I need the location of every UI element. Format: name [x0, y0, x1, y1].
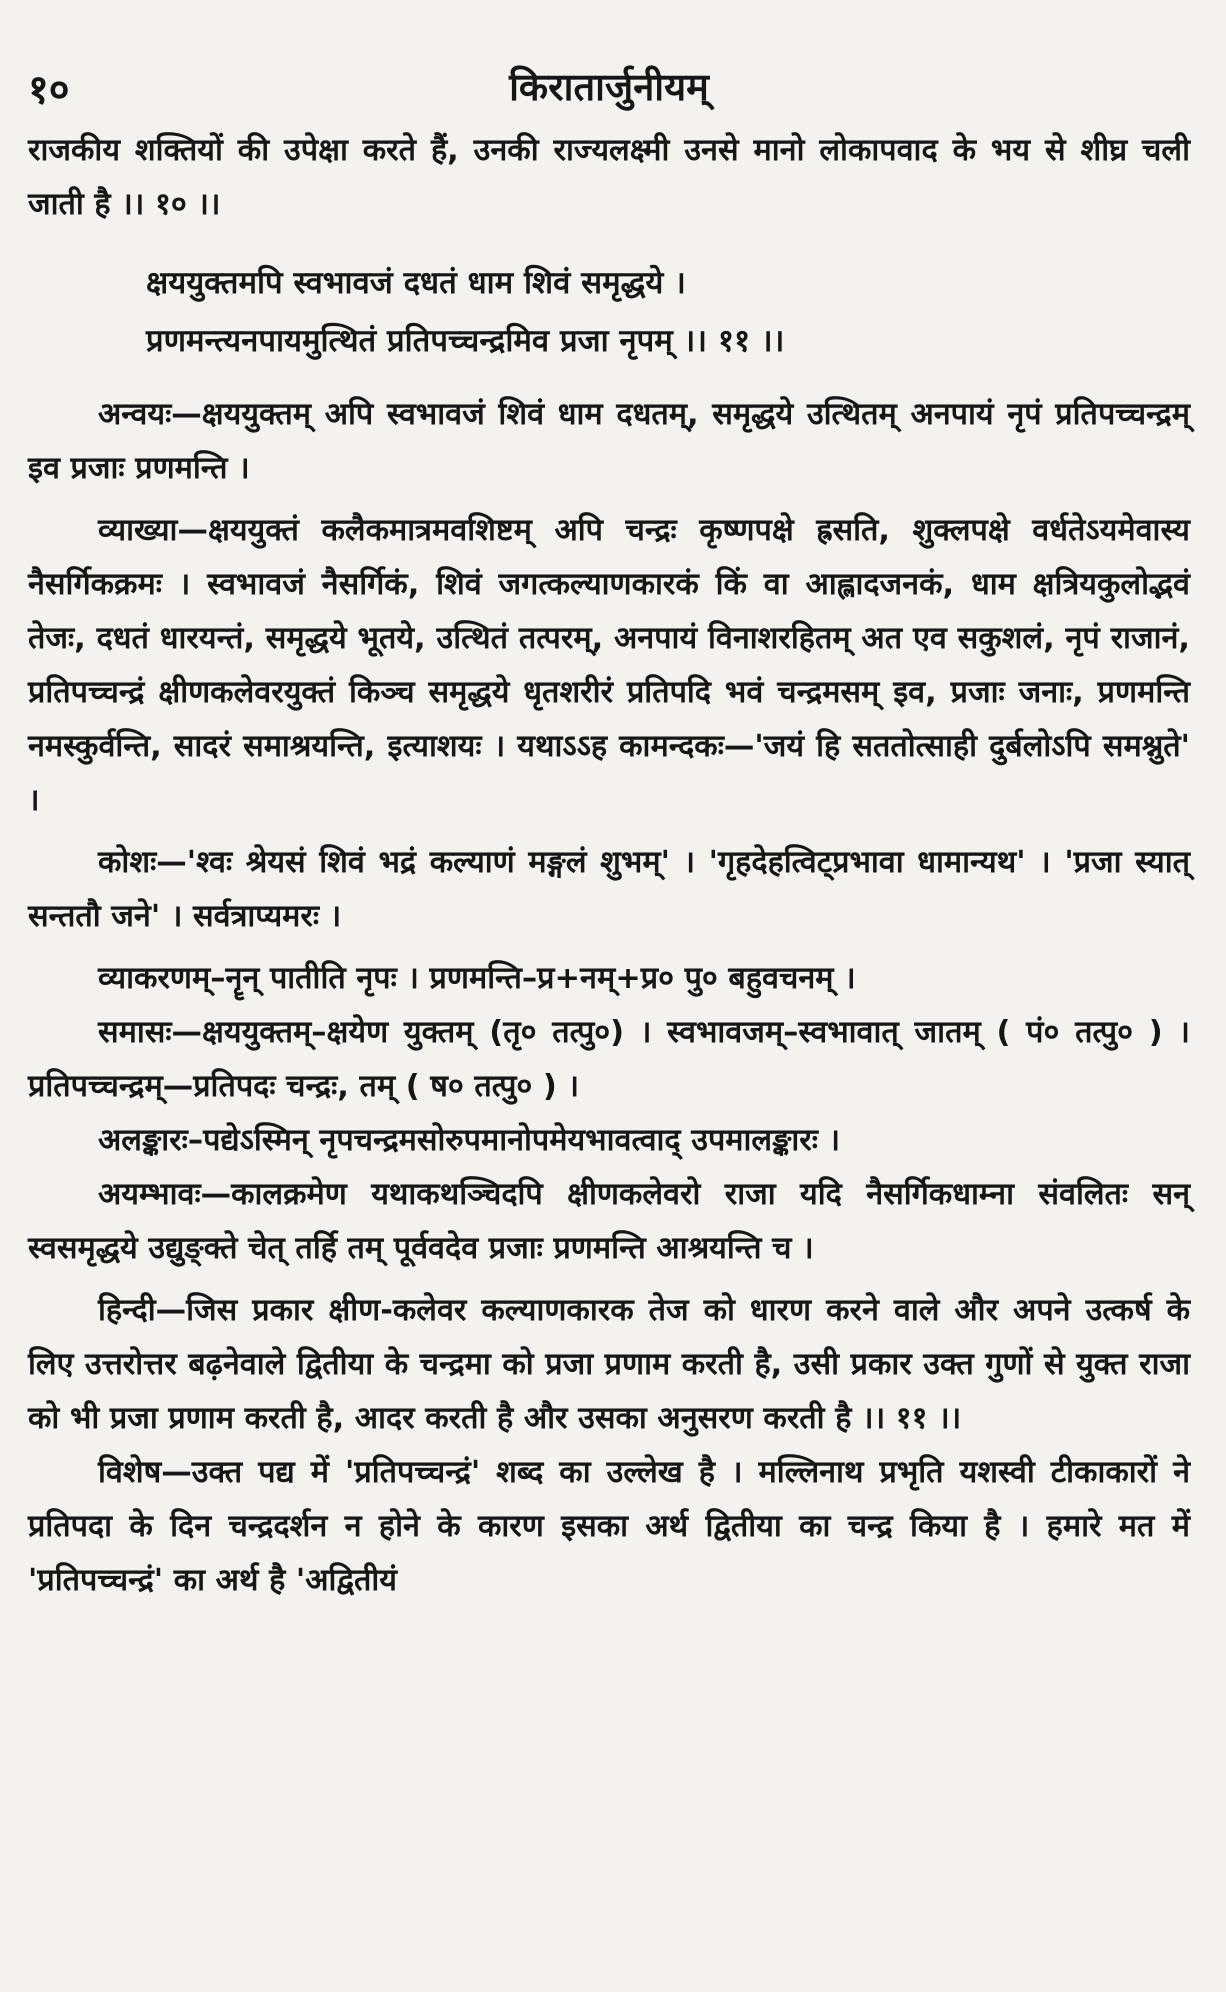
anvaya-label: अन्वयः	[98, 397, 172, 432]
kosha-label: कोशः	[98, 845, 157, 880]
kosha-text: —'श्वः श्रेयसं शिवं भद्रं कल्याणं मङ्गलं शुभम्' । 'गृहदेहत्विट्प्रभावा धामान्यथ' । 'प्रजा स्यात् सन्ततौ जने' । सर्वत्राप्यमरः ।	[28, 845, 1190, 934]
vishesh-text: —उक्त पद्य में 'प्रतिपच्चन्द्रं' शब्द का उल्लेख है । मल्लिनाथ प्रभृति यशस्वी टीकाकारों ने प्रतिपदा के दिन चन्द्रदर्शन न होने के कारण इसका अर्थ द्वितीया का चन्द्र किया है । हमारे मत में 'प्रतिपच्चन्द्रं' का अर्थ है 'अद्वितीयं	[28, 1455, 1190, 1598]
verse-line-2: प्रणमन्त्यनपायमुत्थितं प्रतिपच्चन्द्रमिव प्रजा नृपम् ।। ११ ।।	[146, 323, 785, 359]
vyakhya-section	[28, 504, 1190, 828]
alankara-section	[28, 1114, 1190, 1168]
vyakaranam-section	[28, 952, 1190, 1006]
hindi-section	[28, 1284, 1190, 1446]
intro-paragraph: राजकीय शक्तियों की उपेक्षा करते हैं, उनकी राज्यलक्ष्मी उनसे मानो लोकापवाद के भय से शीघ्र चली जाती है ।। १० ।।	[28, 133, 1190, 222]
vishesh-section	[28, 1446, 1190, 1608]
ayambhava-section	[28, 1168, 1190, 1276]
vyakaranam-label: व्याकरणम्	[98, 961, 211, 996]
kosha-section	[28, 836, 1190, 944]
page-number: १०	[28, 67, 70, 113]
ayambhava-text: —कालक्रमेण यथाकथञ्चिदपि क्षीणकलेवरो राजा यदि नैसर्गिकधाम्ना संवलितः सन् स्वसमृद्धये उद्युङ्क्ते चेत् तर्हि तम् पूर्ववदेव प्रजाः प्रणमन्ति आश्रयन्ति च ।	[28, 1177, 1190, 1266]
alankara-label: अलङ्कारः	[98, 1123, 188, 1158]
running-title: किरातार्जुनीयम्	[509, 65, 709, 109]
samasa-section	[28, 1006, 1190, 1114]
verse-block	[28, 254, 1190, 370]
anvaya-text: —क्षययुक्तम् अपि स्वभावजं शिवं धाम दधतम्, समृद्धये उत्थितम् अनपायं नृपं प्रतिपच्चन्द्रम् इव प्रजाः प्रणमन्ति ।	[28, 397, 1190, 486]
hindi-label: हिन्दी	[98, 1293, 156, 1328]
ayambhava-label: अयम्भावः	[98, 1177, 201, 1212]
hindi-text: —जिस प्रकार क्षीण-कलेवर कल्याणकारक तेज को धारण करने वाले और अपने उत्कर्ष के लिए उत्तरोत्तर बढ़नेवाले द्वितीया के चन्द्रमा को प्रजा प्रणाम करती है, उसी प्रकार उक्त गुणों से युक्त राजा को भी प्रजा प्रणाम करती है, आदर करती है और उसका अनुसरण करती है ।। ११ ।।	[28, 1293, 1190, 1436]
vyakaranam-text: –नॄन् पातीति नृपः । प्रणमन्ति–प्र+नम्+प्र० पु० बहुवचनम् ।	[210, 961, 856, 996]
vyakhya-text: —क्षययुक्तं कलैकमात्रमवशिष्टम् अपि चन्द्रः कृष्णपक्षे ह्रसति, शुक्लपक्षे वर्धतेऽयमेवास्य नैसर्गिकक्रमः । स्वभावजं नैसर्गिकं, शिवं जगत्कल्याणकारकं किं वा आह्लादजनकं, धाम क्षत्रियकुलोद्भवं तेजः, दधतं धारयन्तं, समृद्धये भूतये, उत्थितं तत्परम्, अनपायं विनाशरहितम् अत एव सकुशलं, नृपं राजानं, प्रतिपच्चन्द्रं क्षीणकलेवरयुक्तं किञ्च समृद्धये धृतशरीरं प्रतिपदि भवं चन्द्रमसम् इव, प्रजाः जनाः, प्रणमन्ति नमस्कुर्वन्ति, सादरं समाश्रयन्ति, इत्याशयः । यथाऽऽह कामन्दकः—'जयं हि सततोत्साही दुर्बलोऽपि समश्नुते' ।	[28, 513, 1190, 818]
page-header	[28, 52, 1190, 124]
verse-line-1: क्षययुक्तमपि स्वभावजं दधतं धाम शिवं समृद्धये ।	[146, 265, 686, 301]
vyakhya-label: व्याख्या	[98, 513, 178, 548]
alankara-text: –पद्येऽस्मिन् नृपचन्द्रमसोरुपमानोपमेयभावत्वाद् उपमालङ्कारः ।	[187, 1123, 841, 1158]
anvaya-section	[28, 388, 1190, 496]
samasa-label: समासः	[98, 1015, 172, 1050]
vishesh-label: विशेष	[98, 1455, 162, 1490]
samasa-text: —क्षययुक्तम्–क्षयेण युक्तम् (तृ० तत्पु०) । स्वभावजम्–स्वभावात् जातम् ( पं० तत्पु० ) । प्रतिपच्चन्द्रम्—प्रतिपदः चन्द्रः, तम् ( ष० तत्पु० ) ।	[28, 1015, 1190, 1104]
